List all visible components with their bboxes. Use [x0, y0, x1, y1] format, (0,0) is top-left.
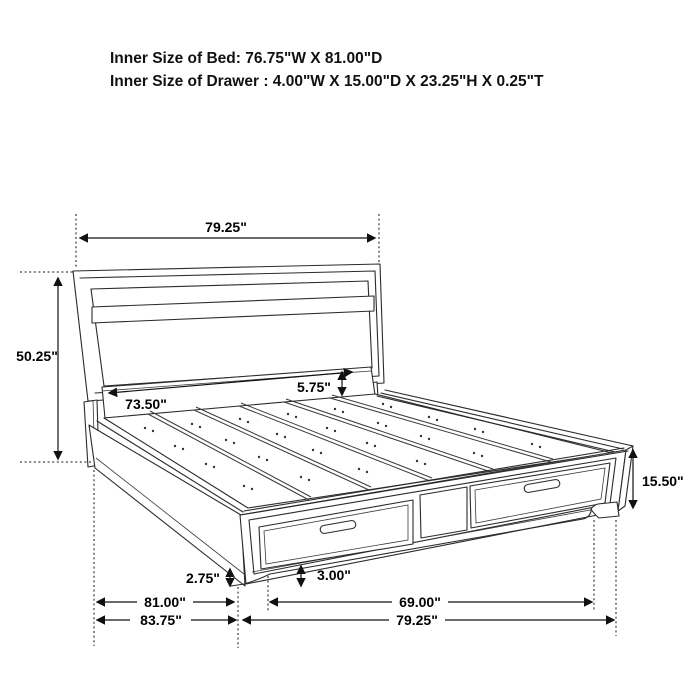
glitter-center-panel [420, 487, 467, 538]
label-overall-depth: 83.75" [140, 612, 182, 628]
label-inner-depth: 81.00" [144, 594, 186, 610]
label-rail-height: 5.75" [297, 379, 331, 395]
label-side-height: 50.25" [16, 348, 58, 364]
inner-size-of-bed: Inner Size of Bed: 76.75"W X 81.00"D [110, 50, 383, 67]
label-clearance: 3.00" [317, 567, 351, 583]
label-drawer-section: 69.00" [399, 594, 441, 610]
label-top-width: 79.25" [205, 219, 247, 235]
label-inner-rail: 73.50" [125, 396, 167, 412]
label-overall-width: 79.25" [396, 612, 438, 628]
label-footboard-height: 15.50" [642, 473, 684, 489]
label-trim-height: 2.75" [186, 570, 220, 586]
inner-size-of-drawer: Inner Size of Drawer : 4.00"W X 15.00"D X 23.25"H X 0.25"T [110, 73, 544, 90]
